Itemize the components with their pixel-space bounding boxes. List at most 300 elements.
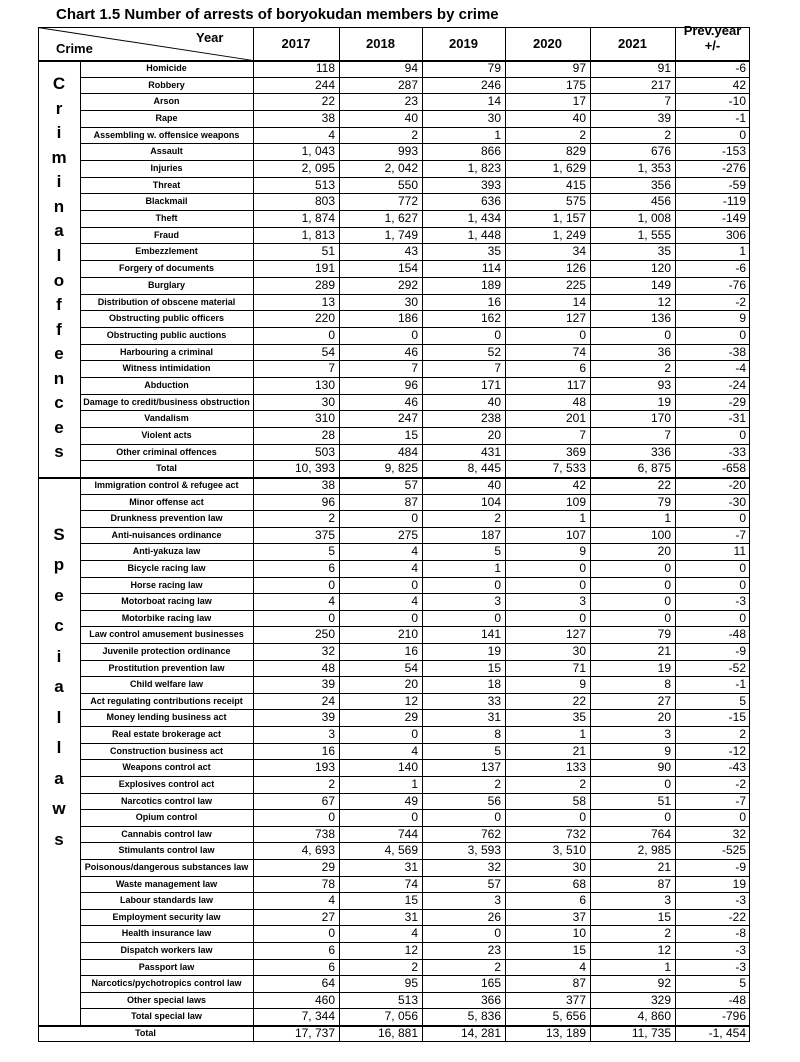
change-cell: 0 [739, 577, 746, 592]
table-cell: 79 [657, 494, 671, 509]
table-cell: 68 [572, 876, 586, 891]
table-cell: 16 [487, 294, 501, 309]
table-cell: 2 [494, 511, 501, 526]
change-cell: 0 [739, 427, 746, 442]
table-cell: 10 [572, 926, 586, 941]
change-cell: -31 [728, 411, 746, 426]
table-cell: 456 [650, 194, 671, 209]
crime-label: Labour standards law [119, 895, 214, 906]
crime-label: Other special laws [126, 994, 207, 1005]
table-cell: 40 [487, 478, 501, 492]
table-cell: 3 [579, 594, 586, 609]
change-cell: 306 [725, 227, 746, 242]
crime-label: Motorbike racing law [121, 612, 212, 623]
table-cell: 6, 875 [637, 461, 671, 476]
table-cell: 829 [565, 144, 586, 159]
crime-label: Anti-nuisances ordinance [111, 529, 222, 540]
table-cell: 137 [480, 760, 501, 775]
table-cell: 29 [404, 710, 418, 725]
table-cell: 3 [664, 893, 671, 908]
table-cell: 513 [397, 992, 418, 1007]
table-cell: 10, 393 [294, 461, 335, 476]
table-cell: 2, 095 [301, 161, 335, 176]
year-column-header: 2021 [618, 36, 647, 51]
table-cell: 186 [397, 311, 418, 326]
table-cell: 21 [657, 644, 671, 659]
table-cell: 57 [487, 876, 501, 891]
table-cell: 1, 008 [637, 211, 671, 226]
table-cell: 40 [572, 111, 586, 126]
table-cell: 0 [494, 926, 501, 941]
table-cell: 74 [404, 876, 418, 891]
table-cell: 866 [480, 144, 501, 159]
crime-label: Violent acts [141, 429, 192, 440]
crime-label: Anti-yakuza law [132, 546, 201, 557]
table-cell: 4 [328, 893, 335, 908]
table-cell: 1 [664, 511, 671, 526]
crime-label: Juvenile protection ordinance [102, 646, 231, 657]
table-cell: 12 [657, 294, 671, 309]
table-cell: 20 [657, 710, 671, 725]
table-cell: 1, 434 [467, 211, 501, 226]
table-cell: 1, 629 [552, 161, 586, 176]
change-cell: -4 [735, 361, 746, 376]
table-cell: 3, 593 [467, 843, 501, 858]
table-cell: 6 [328, 942, 335, 957]
crime-label: Blackmail [145, 196, 188, 207]
table-cell: 109 [565, 494, 586, 509]
crime-label: Prostitution prevention law [108, 662, 225, 673]
table-cell: 140 [397, 760, 418, 775]
crime-label: Forgery of documents [118, 263, 214, 274]
table-cell: 12 [657, 942, 671, 957]
crime-label: Assault [150, 146, 183, 157]
crime-label: Waste management law [115, 878, 218, 889]
table-cell: 118 [315, 61, 335, 75]
table-cell: 7 [664, 427, 671, 442]
table-cell: 366 [480, 992, 501, 1007]
table-cell: 0 [664, 327, 671, 342]
table-cell: 1, 813 [301, 227, 335, 242]
table-cell: 513 [314, 177, 335, 192]
change-cell: -29 [728, 394, 746, 409]
crime-label: Threat [152, 179, 181, 190]
table-cell: 2 [664, 926, 671, 941]
table-cell: 95 [404, 976, 418, 991]
table-cell: 238 [480, 411, 501, 426]
table-cell: 96 [321, 494, 335, 509]
table-cell: 0 [494, 810, 501, 825]
table-cell: 48 [321, 660, 335, 675]
change-cell: -7 [735, 793, 746, 808]
table-cell: 732 [565, 826, 586, 841]
table-cell: 0 [328, 926, 335, 941]
table-cell: 1 [494, 561, 501, 576]
table-cell: 0 [328, 810, 335, 825]
table-cell: 329 [650, 992, 671, 1007]
group-letter: l [56, 738, 62, 758]
table-cell: 484 [397, 444, 418, 459]
table-cell: 15 [404, 427, 418, 442]
table-cell: 0 [411, 727, 418, 742]
table-cell: 0 [579, 610, 586, 625]
table-cell: 31 [404, 909, 418, 924]
change-cell: -658 [721, 461, 746, 476]
crime-label: Witness intimidation [122, 363, 211, 374]
crime-label: Motorboat racing law [121, 596, 212, 607]
table-cell: 550 [397, 177, 418, 192]
crime-label: Injuries [150, 163, 183, 174]
table-cell: 210 [397, 627, 418, 642]
group-letter: i [56, 172, 62, 192]
chart-title: Chart 1.5 Number of arrests of boryokudan members by crime [56, 6, 499, 23]
crime-label: Burglary [147, 279, 185, 290]
crime-label: Robbery [148, 79, 185, 90]
table-cell: 744 [397, 826, 418, 841]
table-cell: 1, 874 [301, 211, 335, 226]
table-cell: 136 [650, 311, 671, 326]
table-cell: 20 [404, 677, 418, 692]
table-cell: 42 [572, 478, 586, 492]
table-cell: 21 [657, 859, 671, 874]
change-cell: 5 [739, 693, 746, 708]
table-cell: 2, 985 [637, 843, 671, 858]
table-cell: 8, 445 [467, 461, 501, 476]
table-cell: 2 [411, 127, 418, 142]
group-letter: l [56, 707, 62, 727]
table-cell: 0 [494, 327, 501, 342]
grand-total-cell: 14, 281 [460, 1026, 501, 1040]
table-cell: 46 [404, 344, 418, 359]
crime-label: Real estate brokerage act [111, 729, 222, 740]
table-cell: 0 [328, 577, 335, 592]
table-cell: 30 [321, 394, 335, 409]
table-cell: 14 [572, 294, 586, 309]
table-cell: 1 [664, 959, 671, 974]
change-cell: -6 [735, 261, 746, 276]
crime-label: Stimulants control law [118, 845, 215, 856]
table-cell: 676 [650, 144, 671, 159]
change-cell: 2 [739, 727, 746, 742]
table-cell: 289 [314, 277, 335, 292]
table-cell: 71 [572, 660, 586, 675]
table-cell: 1 [494, 127, 501, 142]
table-cell: 19 [657, 660, 671, 675]
table-cell: 7 [494, 361, 501, 376]
crime-label: Total special law [131, 1011, 202, 1022]
group-letter: s [54, 829, 64, 849]
table-cell: 165 [480, 976, 501, 991]
table-cell: 22 [657, 478, 671, 492]
table-cell: 15 [404, 893, 418, 908]
change-cell: -2 [735, 776, 746, 791]
table-cell: 16 [404, 644, 418, 659]
crime-label: Construction business act [109, 745, 224, 756]
crime-label: Narcotics control law [120, 795, 213, 806]
table-cell: 22 [572, 693, 586, 708]
crime-label: Explosives control act [118, 778, 215, 789]
table-cell: 0 [411, 810, 418, 825]
table-cell: 250 [314, 627, 335, 642]
table-cell: 3 [664, 727, 671, 742]
table-cell: 460 [314, 992, 335, 1007]
change-cell: -24 [728, 377, 746, 392]
table-cell: 2 [411, 959, 418, 974]
change-cell: -3 [735, 893, 746, 908]
table-cell: 54 [321, 344, 335, 359]
table-cell: 120 [650, 261, 671, 276]
change-cell: 0 [739, 127, 746, 142]
crime-label: Minor offense act [129, 496, 204, 507]
table-cell: 87 [404, 494, 418, 509]
table-cell: 5 [328, 544, 335, 559]
table-cell: 0 [328, 610, 335, 625]
table-cell: 46 [404, 394, 418, 409]
crime-label: Employment security law [112, 911, 221, 922]
crime-label: Horse racing law [130, 579, 203, 590]
change-cell: -22 [728, 909, 746, 924]
group-letter: o [53, 270, 65, 290]
table-cell: 2 [664, 127, 671, 142]
change-cell: -796 [721, 1009, 746, 1024]
change-cell: -525 [721, 843, 746, 858]
table-cell: 431 [480, 444, 501, 459]
crime-label: Assembling w. offensice weapons [93, 129, 240, 140]
table-cell: 15 [657, 909, 671, 924]
group-letter: w [52, 799, 66, 819]
change-cell: -3 [735, 959, 746, 974]
crime-label: Law control amusement businesses [89, 629, 244, 640]
table-cell: 201 [565, 411, 586, 426]
table-cell: 18 [487, 677, 501, 692]
group-letter: i [56, 646, 62, 666]
change-cell: 0 [739, 610, 746, 625]
change-cell: -2 [735, 294, 746, 309]
table-cell: 32 [321, 644, 335, 659]
group-letter: f [56, 295, 62, 315]
table-cell: 5 [494, 743, 501, 758]
table-cell: 52 [487, 344, 501, 359]
table-cell: 7, 056 [384, 1009, 418, 1024]
table-cell: 0 [494, 610, 501, 625]
table-cell: 189 [480, 277, 501, 292]
change-cell: 32 [732, 826, 746, 841]
table-cell: 292 [397, 277, 418, 292]
table-cell: 33 [487, 693, 501, 708]
table-cell: 246 [480, 77, 501, 92]
table-cell: 0 [664, 561, 671, 576]
change-cell: -9 [735, 644, 746, 659]
change-cell: -8 [735, 926, 746, 941]
table-cell: 8 [494, 727, 501, 742]
table-cell: 38 [321, 111, 335, 126]
change-cell: 0 [739, 561, 746, 576]
table-cell: 20 [657, 544, 671, 559]
change-cell: -76 [728, 277, 746, 292]
change-cell: -3 [735, 942, 746, 957]
table-cell: 2 [664, 361, 671, 376]
crime-label: Weapons control act [122, 762, 211, 773]
table-cell: 93 [657, 377, 671, 392]
table-cell: 9 [664, 743, 671, 758]
crime-label: Child welfare law [129, 679, 204, 690]
table-cell: 8 [664, 677, 671, 692]
crime-label: Abduction [144, 379, 189, 390]
table-cell: 23 [404, 94, 418, 109]
grand-total-change: -1, 454 [708, 1026, 746, 1040]
table-cell: 24 [321, 693, 335, 708]
table-cell: 4 [579, 959, 586, 974]
table-cell: 247 [397, 411, 418, 426]
table-cell: 764 [650, 826, 671, 841]
table-cell: 67 [321, 793, 335, 808]
table-cell: 31 [487, 710, 501, 725]
table-cell: 19 [487, 644, 501, 659]
table-cell: 6 [579, 361, 586, 376]
table-cell: 30 [404, 294, 418, 309]
table-cell: 3 [328, 727, 335, 742]
table-cell: 30 [572, 859, 586, 874]
change-cell: 0 [739, 511, 746, 526]
table-cell: 310 [314, 411, 335, 426]
table-cell: 7, 533 [552, 461, 586, 476]
group-letter: C [52, 74, 66, 93]
table-cell: 162 [480, 311, 501, 326]
change-cell: -1 [735, 111, 746, 126]
table-cell: 5, 656 [552, 1009, 586, 1024]
crime-label: Money lending business act [106, 712, 227, 723]
table-cell: 107 [565, 527, 586, 542]
change-cell: -7 [735, 527, 746, 542]
table-cell: 74 [572, 344, 586, 359]
table-cell: 2, 042 [384, 161, 418, 176]
table-cell: 356 [650, 177, 671, 192]
table-cell: 1 [579, 511, 586, 526]
group-letter: n [53, 368, 65, 388]
group-letter: a [54, 768, 64, 788]
table-cell: 2 [328, 511, 335, 526]
table-cell: 127 [565, 627, 586, 642]
crime-label: Other criminal offences [116, 446, 217, 457]
change-cell: -119 [722, 194, 746, 209]
crime-label: Drunkness prevention law [110, 513, 223, 524]
table-cell: 393 [480, 177, 501, 192]
table-cell: 23 [487, 942, 501, 957]
table-cell: 5, 836 [467, 1009, 501, 1024]
table-cell: 35 [572, 710, 586, 725]
table-cell: 3, 510 [552, 843, 586, 858]
crime-label: Fraud [153, 229, 179, 240]
table-cell: 12 [404, 942, 418, 957]
table-cell: 0 [411, 327, 418, 342]
table-cell: 287 [397, 77, 418, 92]
table-cell: 7 [411, 361, 418, 376]
table-cell: 79 [487, 61, 501, 75]
table-cell: 48 [572, 394, 586, 409]
table-cell: 35 [487, 244, 501, 259]
table-cell: 94 [404, 61, 418, 75]
table-cell: 31 [404, 859, 418, 874]
crime-label: Bicycle racing law [127, 563, 206, 574]
table-cell: 4 [411, 594, 418, 609]
table-cell: 91 [657, 61, 671, 75]
table-cell: 37 [572, 909, 586, 924]
table-cell: 0 [579, 810, 586, 825]
crime-label: Theft [155, 213, 178, 224]
prev-year-header: Prev.year [683, 23, 742, 38]
table-cell: 104 [480, 494, 501, 509]
table-cell: 19 [657, 394, 671, 409]
crime-label: Narcotics/pychotropics control law [91, 978, 242, 989]
table-cell: 149 [650, 277, 671, 292]
table-cell: 803 [314, 194, 335, 209]
change-cell: -33 [728, 444, 746, 459]
change-cell: -3 [735, 594, 746, 609]
table-cell: 7 [579, 427, 586, 442]
change-cell: 9 [739, 311, 746, 326]
crime-label: Obstructing public officers [108, 313, 224, 324]
table-cell: 22 [321, 94, 335, 109]
table-cell: 30 [572, 644, 586, 659]
table-cell: 4 [411, 926, 418, 941]
table-cell: 6 [328, 561, 335, 576]
change-cell: -6 [735, 61, 746, 75]
table-cell: 0 [664, 810, 671, 825]
table-cell: 2 [579, 127, 586, 142]
table-cell: 738 [314, 826, 335, 841]
table-cell: 3 [494, 594, 501, 609]
group-letter: l [56, 245, 62, 265]
prev-year-subheader: +/- [704, 38, 721, 53]
table-cell: 51 [321, 244, 335, 259]
group-letter: s [54, 442, 64, 462]
change-cell: 0 [739, 327, 746, 342]
table-cell: 127 [565, 311, 586, 326]
table-cell: 7 [328, 361, 335, 376]
table-cell: 17 [572, 94, 586, 109]
year-column-header: 2019 [449, 36, 478, 51]
change-cell: 11 [733, 544, 746, 559]
change-cell: 19 [732, 876, 746, 891]
table-cell: 64 [321, 976, 335, 991]
table-cell: 369 [565, 444, 586, 459]
table-cell: 87 [657, 876, 671, 891]
table-cell: 0 [664, 594, 671, 609]
change-cell: 5 [739, 976, 746, 991]
change-cell: -20 [728, 478, 746, 492]
table-cell: 154 [397, 261, 418, 276]
crime-label: Dispatch workers law [120, 944, 213, 955]
crime-label: Obstructing public auctions [106, 329, 227, 340]
table-cell: 1, 043 [301, 144, 335, 159]
change-cell: -59 [728, 177, 746, 192]
change-cell: -48 [728, 992, 746, 1007]
change-cell: 1 [739, 244, 746, 259]
table-cell: 13 [321, 294, 335, 309]
table-cell: 575 [565, 194, 586, 209]
table-cell: 275 [397, 527, 418, 542]
grand-total-label: Total [135, 1028, 156, 1038]
table-cell: 58 [572, 793, 586, 808]
table-cell: 1, 448 [467, 227, 501, 242]
table-cell: 96 [404, 377, 418, 392]
change-cell: -12 [728, 743, 746, 758]
group-letter: e [54, 585, 64, 605]
crime-label: Poisonous/dangerous substances law [84, 861, 249, 872]
table-cell: 39 [321, 677, 335, 692]
table-cell: 54 [404, 660, 418, 675]
table-cell: 5 [494, 544, 501, 559]
